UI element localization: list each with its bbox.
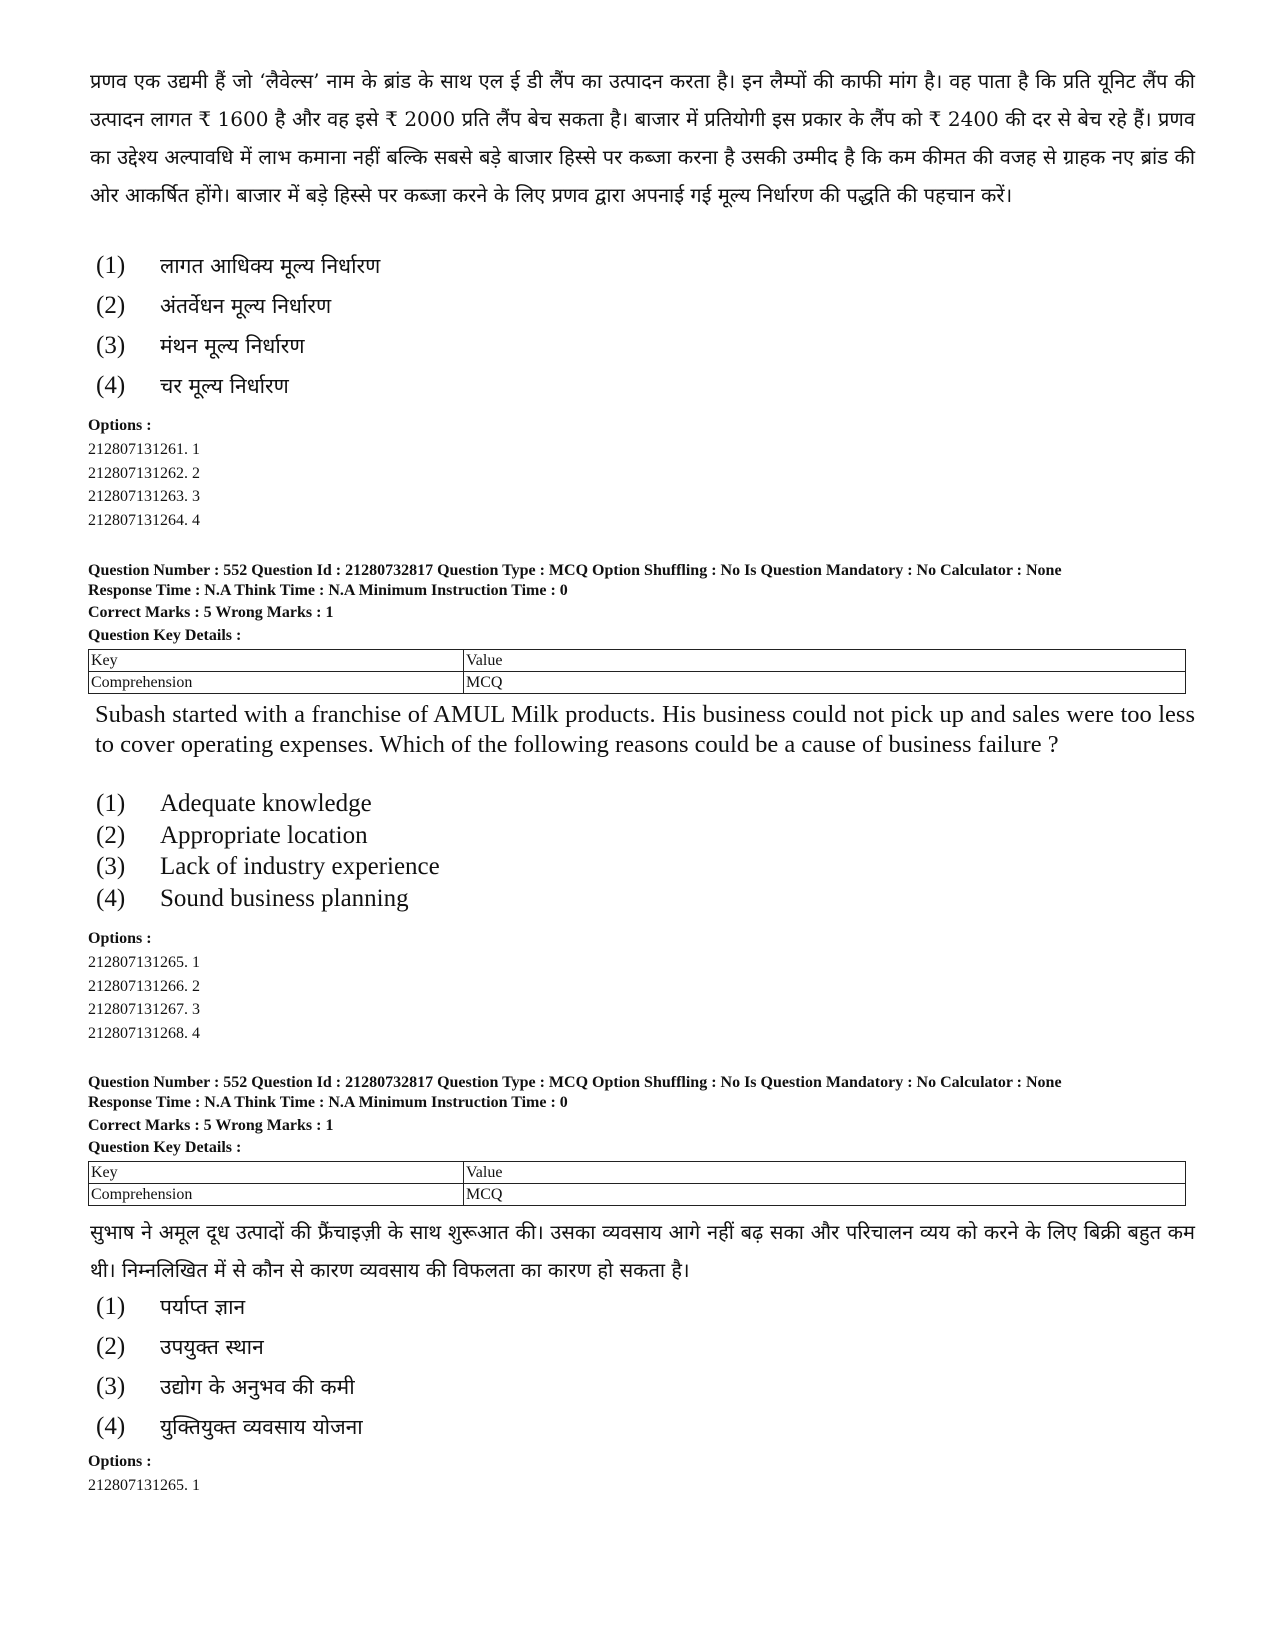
option-id: 212807131268. 4 xyxy=(88,1024,200,1042)
choice-3 xyxy=(96,853,440,881)
choice-text: Lack of industry experience xyxy=(160,853,440,880)
table-row xyxy=(89,672,1186,694)
options-label: Options : xyxy=(88,1453,152,1470)
table-row xyxy=(89,1184,1186,1206)
table-header-value: Value xyxy=(464,650,1186,672)
choice-text: उपयुक्त स्थान xyxy=(160,1335,264,1359)
question-meta-line2: Response Time : N.A Think Time : N.A Minimum Instruction Time : 0 xyxy=(88,582,568,599)
option-id: 212807131265. 1 xyxy=(88,1477,200,1494)
key-details-label: Question Key Details : xyxy=(88,1139,242,1156)
choice-text: युक्तियुक्त व्यवसाय योजना xyxy=(160,1415,363,1439)
question-meta-line1: Question Number : 552 Question Id : 21280732817 Question Type : MCQ Option Shuffling : No Is Question Mandatory : No Calculator : None xyxy=(88,562,1062,579)
table-cell-key: Comprehension xyxy=(89,672,464,694)
choice-text: Appropriate location xyxy=(160,822,368,849)
key-details-table xyxy=(88,1161,1186,1206)
table-cell-value: MCQ xyxy=(464,672,1186,694)
choice-2 xyxy=(96,1333,264,1361)
choice-4 xyxy=(96,1413,363,1441)
table-header-row xyxy=(89,1162,1186,1184)
choice-text: अंतर्वेधन मूल्य निर्धारण xyxy=(160,294,332,318)
table-header-key: Key xyxy=(89,1162,464,1184)
choice-number: (3) xyxy=(96,332,126,359)
choice-number: (2) xyxy=(96,292,126,319)
key-details-table xyxy=(88,649,1186,694)
choice-2 xyxy=(96,292,331,320)
options-label: Options : xyxy=(88,930,152,947)
choice-1 xyxy=(96,252,380,280)
question-text-hindi: सुभाष ने अमूल दूध उत्पादों की फ्रैंचाइज़ी के साथ शुरूआत की। उसका व्यवसाय आगे नहीं बढ़ सका और परिचालन व्यय को करने के लिए बिक्री बहुत कम थी। निम्नलिखित में से कौन से कारण व्यवसाय की विफलता का कारण हो सकता है। xyxy=(90,1220,1195,1282)
choice-3 xyxy=(96,1373,355,1401)
choice-4 xyxy=(96,372,289,400)
choice-1 xyxy=(96,790,372,818)
choice-text: Sound business planning xyxy=(160,885,409,912)
question-text-english: Subash started with a franchise of AMUL Milk products. His business could not pick up and sales were too less to cover operating expenses. Which of the following reasons could be a cause of business failure ? xyxy=(95,701,1195,758)
choice-text: चर मूल्य निर्धारण xyxy=(160,374,289,398)
question-meta xyxy=(88,1073,1062,1113)
table-header-value: Value xyxy=(464,1162,1186,1184)
choice-4 xyxy=(96,885,409,913)
choice-text: उद्योग के अनुभव की कमी xyxy=(160,1375,355,1399)
choice-number: (4) xyxy=(96,885,126,912)
option-id: 212807131266. 2 xyxy=(88,977,200,995)
marks-line: Correct Marks : 5 Wrong Marks : 1 xyxy=(88,604,334,621)
options-list xyxy=(88,438,200,532)
table-cell-key: Comprehension xyxy=(89,1184,464,1206)
choice-text: Adequate knowledge xyxy=(160,790,372,817)
question-text-hindi: प्रणव एक उद्यमी हैं जो ‘लैवेल्स’ नाम के ब्रांड के साथ एल ई डी लैंप का उत्पादन करता है। इन लैम्पों की काफी मांग है। वह पाता है कि प्रति यूनिट लैंप की उत्पादन लागत ₹ 1600 है और वह इसे ₹ 2000 प्रति लैंप बेच सकता है। बाजार में प्रतियोगी इस प्रकार के लैंप को ₹ 2400 की दर से बेच रहे हैं। प्रणव का उद्देश्य अल्पावधि में लाभ कमाना नहीं बल्कि सबसे बड़े बाजार हिस्से पर कब्जा करना है उसकी उम्मीद है कि कम कीमत की वजह से ग्राहक नए ब्रांड की ओर आकर्षित होंगे। बाजार में बड़े हिस्से पर कब्जा करने के लिए प्रणव द्वारा अपनाई गई मूल्य निर्धारण की पद्धति की पहचान करें। xyxy=(90,69,1195,207)
option-id: 212807131265. 1 xyxy=(88,954,200,971)
option-id: 212807131267. 3 xyxy=(88,1001,200,1018)
choice-number: (4) xyxy=(96,372,126,399)
question-meta-line2: Response Time : N.A Think Time : N.A Minimum Instruction Time : 0 xyxy=(88,1094,568,1111)
choice-number: (1) xyxy=(96,1293,126,1320)
table-header-key: Key xyxy=(89,650,464,672)
options-list xyxy=(88,951,200,1045)
table-header-row xyxy=(89,650,1186,672)
option-id: 212807131261. 1 xyxy=(88,441,200,458)
choice-number: (3) xyxy=(96,1373,126,1400)
table-cell-value: MCQ xyxy=(464,1184,1186,1206)
marks-line: Correct Marks : 5 Wrong Marks : 1 xyxy=(88,1117,334,1134)
choice-number: (1) xyxy=(96,252,126,279)
options-label: Options : xyxy=(88,417,152,434)
choice-number: (3) xyxy=(96,853,126,880)
choice-number: (2) xyxy=(96,1333,126,1360)
choice-number: (4) xyxy=(96,1413,126,1440)
choice-text: मंथन मूल्य निर्धारण xyxy=(160,334,305,358)
key-details-label: Question Key Details : xyxy=(88,627,242,644)
question-meta-line1: Question Number : 552 Question Id : 21280732817 Question Type : MCQ Option Shuffling : No Is Question Mandatory : No Calculator : None xyxy=(88,1074,1062,1091)
choice-text: पर्याप्त ज्ञान xyxy=(160,1295,246,1319)
option-id: 212807131263. 3 xyxy=(88,488,200,505)
choice-number: (1) xyxy=(96,790,126,817)
choice-1 xyxy=(96,1293,245,1321)
choice-text: लागत आधिक्य मूल्य निर्धारण xyxy=(160,254,381,278)
option-id: 212807131262. 2 xyxy=(88,464,200,482)
choice-number: (2) xyxy=(96,822,126,849)
option-id: 212807131264. 4 xyxy=(88,511,200,529)
question-meta xyxy=(88,561,1062,601)
choice-2 xyxy=(96,822,368,850)
options-list xyxy=(88,1474,200,1498)
choice-3 xyxy=(96,332,305,360)
